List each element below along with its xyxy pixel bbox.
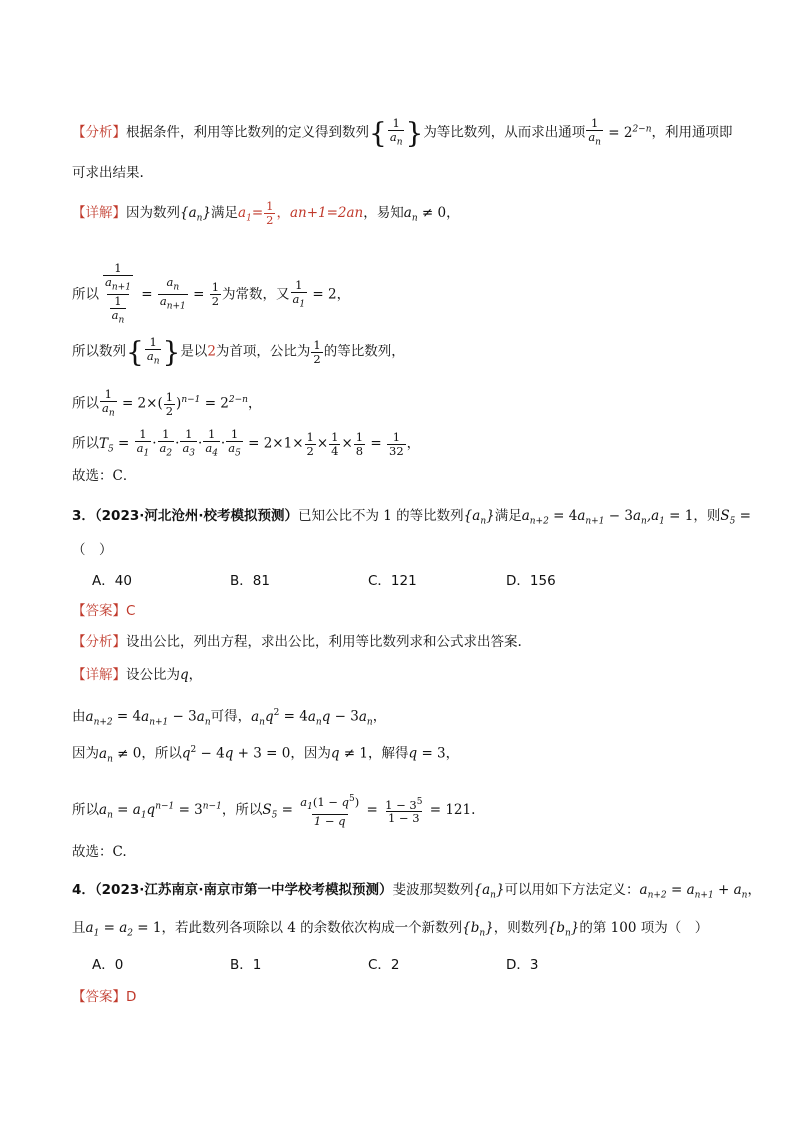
detail-tag: 【详解】 [72,205,126,221]
analysis-tag: 【分析】 [72,124,126,141]
detail-line-4: 所以 $\frac{1}{a_n}$ = 2×( $\frac{1}{2}$ )$^{n-1} = 2^{2-n}$， [72,387,262,419]
question-4-line-2: 且$a_1 = a_2 = 1$，若此数列各项除以 4 的余数依次构成一个新数列$\{b_n\}$，则数列$\{b_n\}$的第 100 项为（ ） [72,920,709,939]
option-d[interactable]: D．3 [506,957,539,973]
question-3-line-1: 3．（2023·河北沧州·校考模拟预测）已知公比不为 1 的等比数列$\{a_n\}$满足$a_{n+2} = 4a_{n+1} - 3a_n,a_1 = 1$，则$S_5$ = [72,508,751,527]
option-a[interactable]: A．40 [92,573,132,589]
detail-line-5: 所以$T_5$ = $\frac{1}{a_1}$ · $\frac{1}{a_2}$ · $\frac{1}{a_3}$ · $\frac{1}{a_4}$ · $\frac{1}{a_5}$ = 2×1× $\frac{1}{2}$ × $\frac{1}{4}$ × $\frac{1}{8}$ = $\frac{1}{32}$ ， [72,427,421,459]
option-b[interactable]: B．1 [230,957,262,973]
option-d[interactable]: D．156 [506,573,556,589]
general-term-expr: $\frac{1}{a_n}$ = $2^{2-n}$ [588,116,652,148]
option-a[interactable]: A．0 [92,957,124,973]
detail-line-3: 所以数列{ $\frac{1}{a_n}$ }是以2为首项，公比为 $\frac{1}{2}$ 的等比数列， [72,335,405,369]
analysis-line-1: 【分析】根据条件，利用等比数列的定义得到数列{ $\frac{1}{a_n}$ }为等比数列，从而求出通项 $\frac{1}{a_n}$ = $2^{2-n}$，利用通项即 [72,116,733,150]
question-3-line-2: （ ） [72,542,113,558]
q3-analysis-line: 【分析】设出公比，列出方程，求出公比，利用等比数列求和公式求出答案. [72,634,522,650]
question-source: （2023·河北沧州·校考模拟预测） [94,508,298,524]
option-c[interactable]: C．121 [368,573,417,589]
detail-line-1: 【详解】因为数列$\{a_n\}$满足$a_1=$ $\frac{1}{2}$ ，an+1=2an，易知$a_n \ne 0$， [72,199,460,227]
option-b[interactable]: B．81 [230,573,270,589]
q3-detail-line-3: 因为$a_n \ne 0$，所以$q^2 - 4q + 3 = 0$，因为q ≠ 1，解得q = 3， [72,745,460,765]
question-4-line-1: 4．（2023·江苏南京·南京市第一中学校考模拟预测）斐波那契数列$\{a_n\}$可以用如下方法定义：$a_{n+2} = a_{n+1} + a_n$， [72,882,761,901]
q4-answer-line: 【答案】D [72,989,137,1005]
option-c[interactable]: C．2 [368,957,400,973]
q3-detail-line-4: 所以$a_n = a_1q^{n-1} = 3^{n-1}$，所以$S_5$ = $\frac{a_1(1 - q^5)}{1 - q}$ = $\frac{1 - 3^5}{1 - 3}$ = 121. [72,794,476,829]
q3-final-line: 故选：C. [72,844,127,860]
answer-line: 【答案】C [72,603,136,619]
detail-line-2: 所以 $\frac{\frac{1}{a_{n+1}}}{\frac{1}{a_n}}$ = $\frac{a_n}{a_{n+1}}$ = $\frac{1}{2}$ 为常数，又 $\frac{1}{a_1}$ = 2， [72,261,351,326]
question-3-options [92,571,644,591]
question-4-options [92,955,644,975]
analysis-line-2: 可求出结果. [72,165,144,181]
choice-line: 故选：C． [72,468,137,484]
q3-detail-line-2: 由$a_{n+2} = 4a_{n+1} - 3a_n$可得，$a_nq^2 = 4a_nq - 3a_n$， [72,708,387,728]
q3-detail-line-1: 【详解】设公比为q， [72,667,203,683]
sequence-reciprocal-expr: { $\frac{1}{a_n}$ } [369,116,424,150]
question-number: 3． [72,508,95,524]
